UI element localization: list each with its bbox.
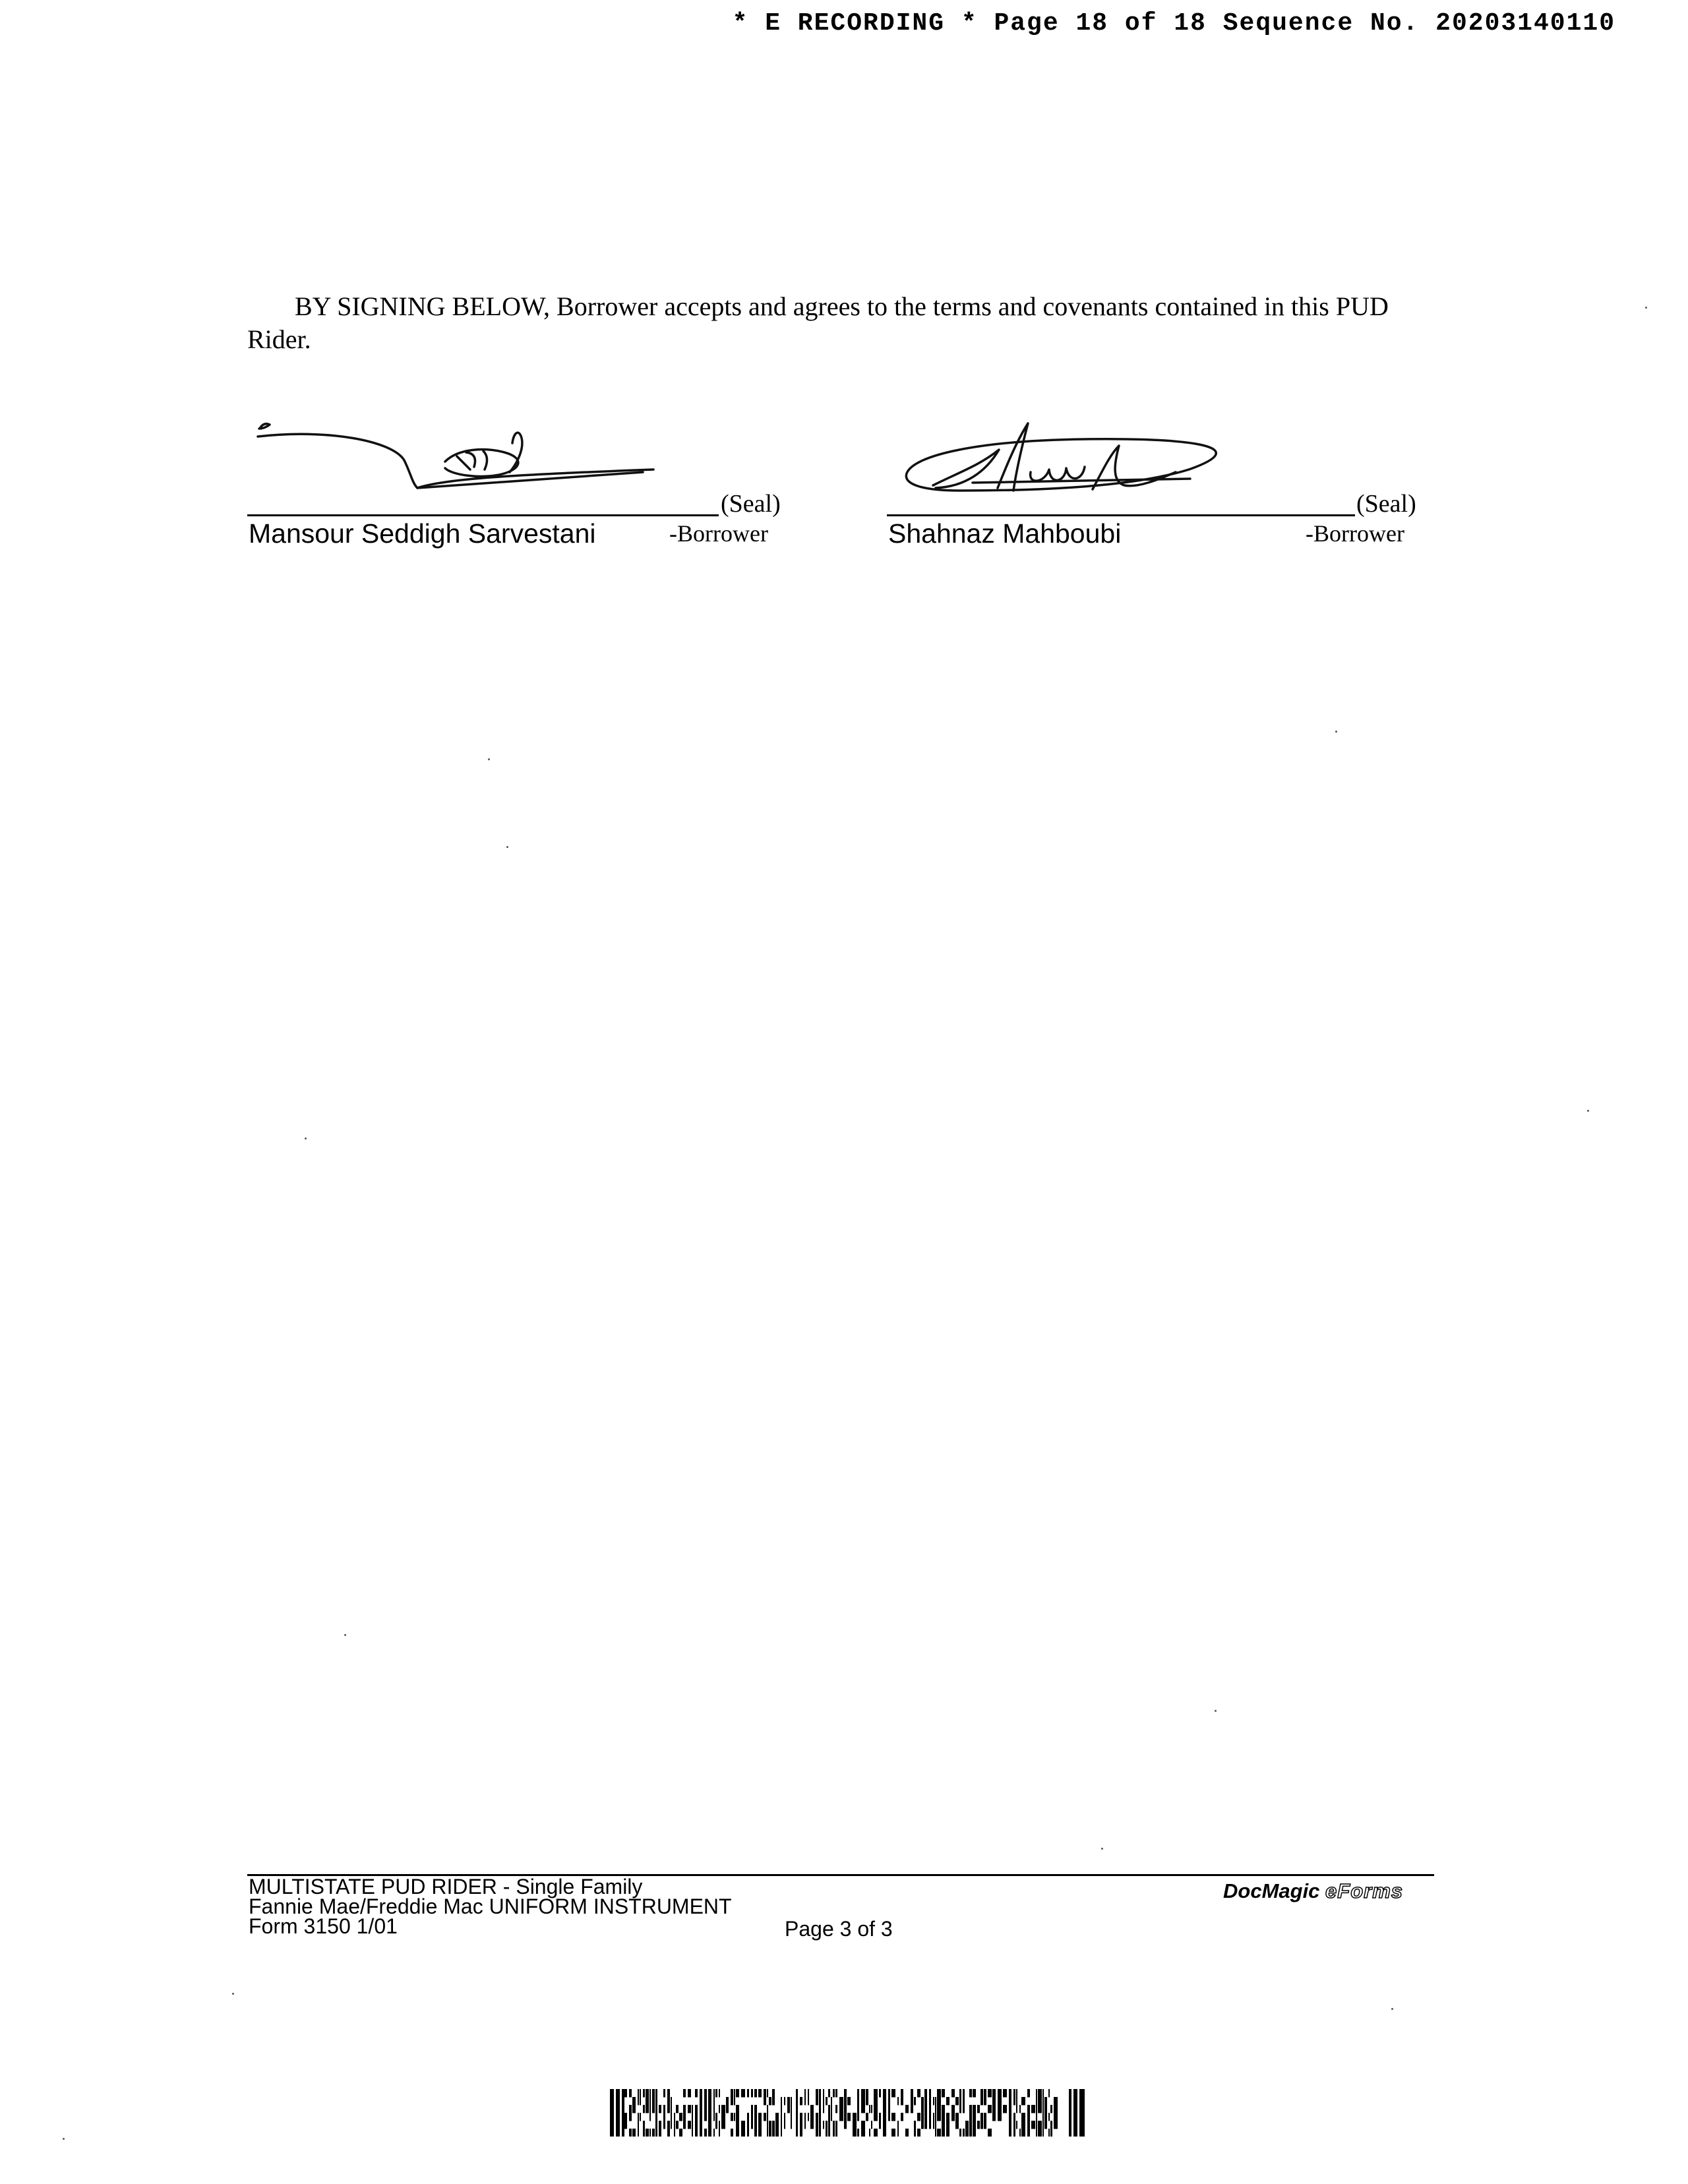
signer-role: -Borrower xyxy=(669,520,768,547)
scan-speck xyxy=(1335,731,1337,733)
form-title: MULTISTATE PUD RIDER - Single Family xyxy=(249,1875,643,1898)
signer-name: Mansour Seddigh Sarvestani xyxy=(249,518,596,549)
signature-block-borrower-1 xyxy=(247,409,781,554)
brand-eforms: eForms xyxy=(1325,1879,1404,1902)
scan-speck xyxy=(1215,1710,1217,1712)
handwritten-signature xyxy=(247,409,719,514)
page-indicator: Page 3 of 3 xyxy=(785,1917,893,1941)
document-barcode xyxy=(610,2089,1085,2137)
signature-line xyxy=(887,514,1355,516)
scan-speck xyxy=(344,1634,346,1636)
handwritten-signature xyxy=(887,409,1362,514)
scan-speck xyxy=(1587,1110,1589,1112)
signer-name: Shahnaz Mahboubi xyxy=(888,518,1122,549)
signature-block-borrower-2 xyxy=(887,409,1428,554)
scan-speck xyxy=(305,1138,307,1139)
scan-speck xyxy=(1391,2008,1393,2010)
scan-speck xyxy=(488,758,490,760)
seal-label: (Seal) xyxy=(1356,490,1416,518)
scan-speck xyxy=(506,846,508,848)
agreement-paragraph: BY SIGNING BELOW, Borrower accepts and agrees to the terms and covenants contained in this PUD Rider. xyxy=(247,291,1389,354)
form-instrument: Fannie Mae/Freddie Mac UNIFORM INSTRUMENT xyxy=(249,1895,732,1918)
scan-speck xyxy=(1645,307,1647,309)
signer-role: -Borrower xyxy=(1306,520,1404,547)
signature-line xyxy=(247,514,719,516)
docmagic-logo xyxy=(1223,1879,1403,1903)
form-number: Form 3150 1/01 xyxy=(249,1914,398,1938)
scan-speck xyxy=(1101,1848,1103,1850)
recording-header: * E RECORDING * Page 18 of 18 Sequence No. 20203140110 xyxy=(732,9,1615,38)
brand-docmagic: DocMagic xyxy=(1223,1879,1320,1902)
scan-speck xyxy=(63,2138,65,2140)
form-identification xyxy=(249,1877,732,1936)
seal-label: (Seal) xyxy=(721,490,781,518)
scan-speck xyxy=(232,1993,234,1995)
